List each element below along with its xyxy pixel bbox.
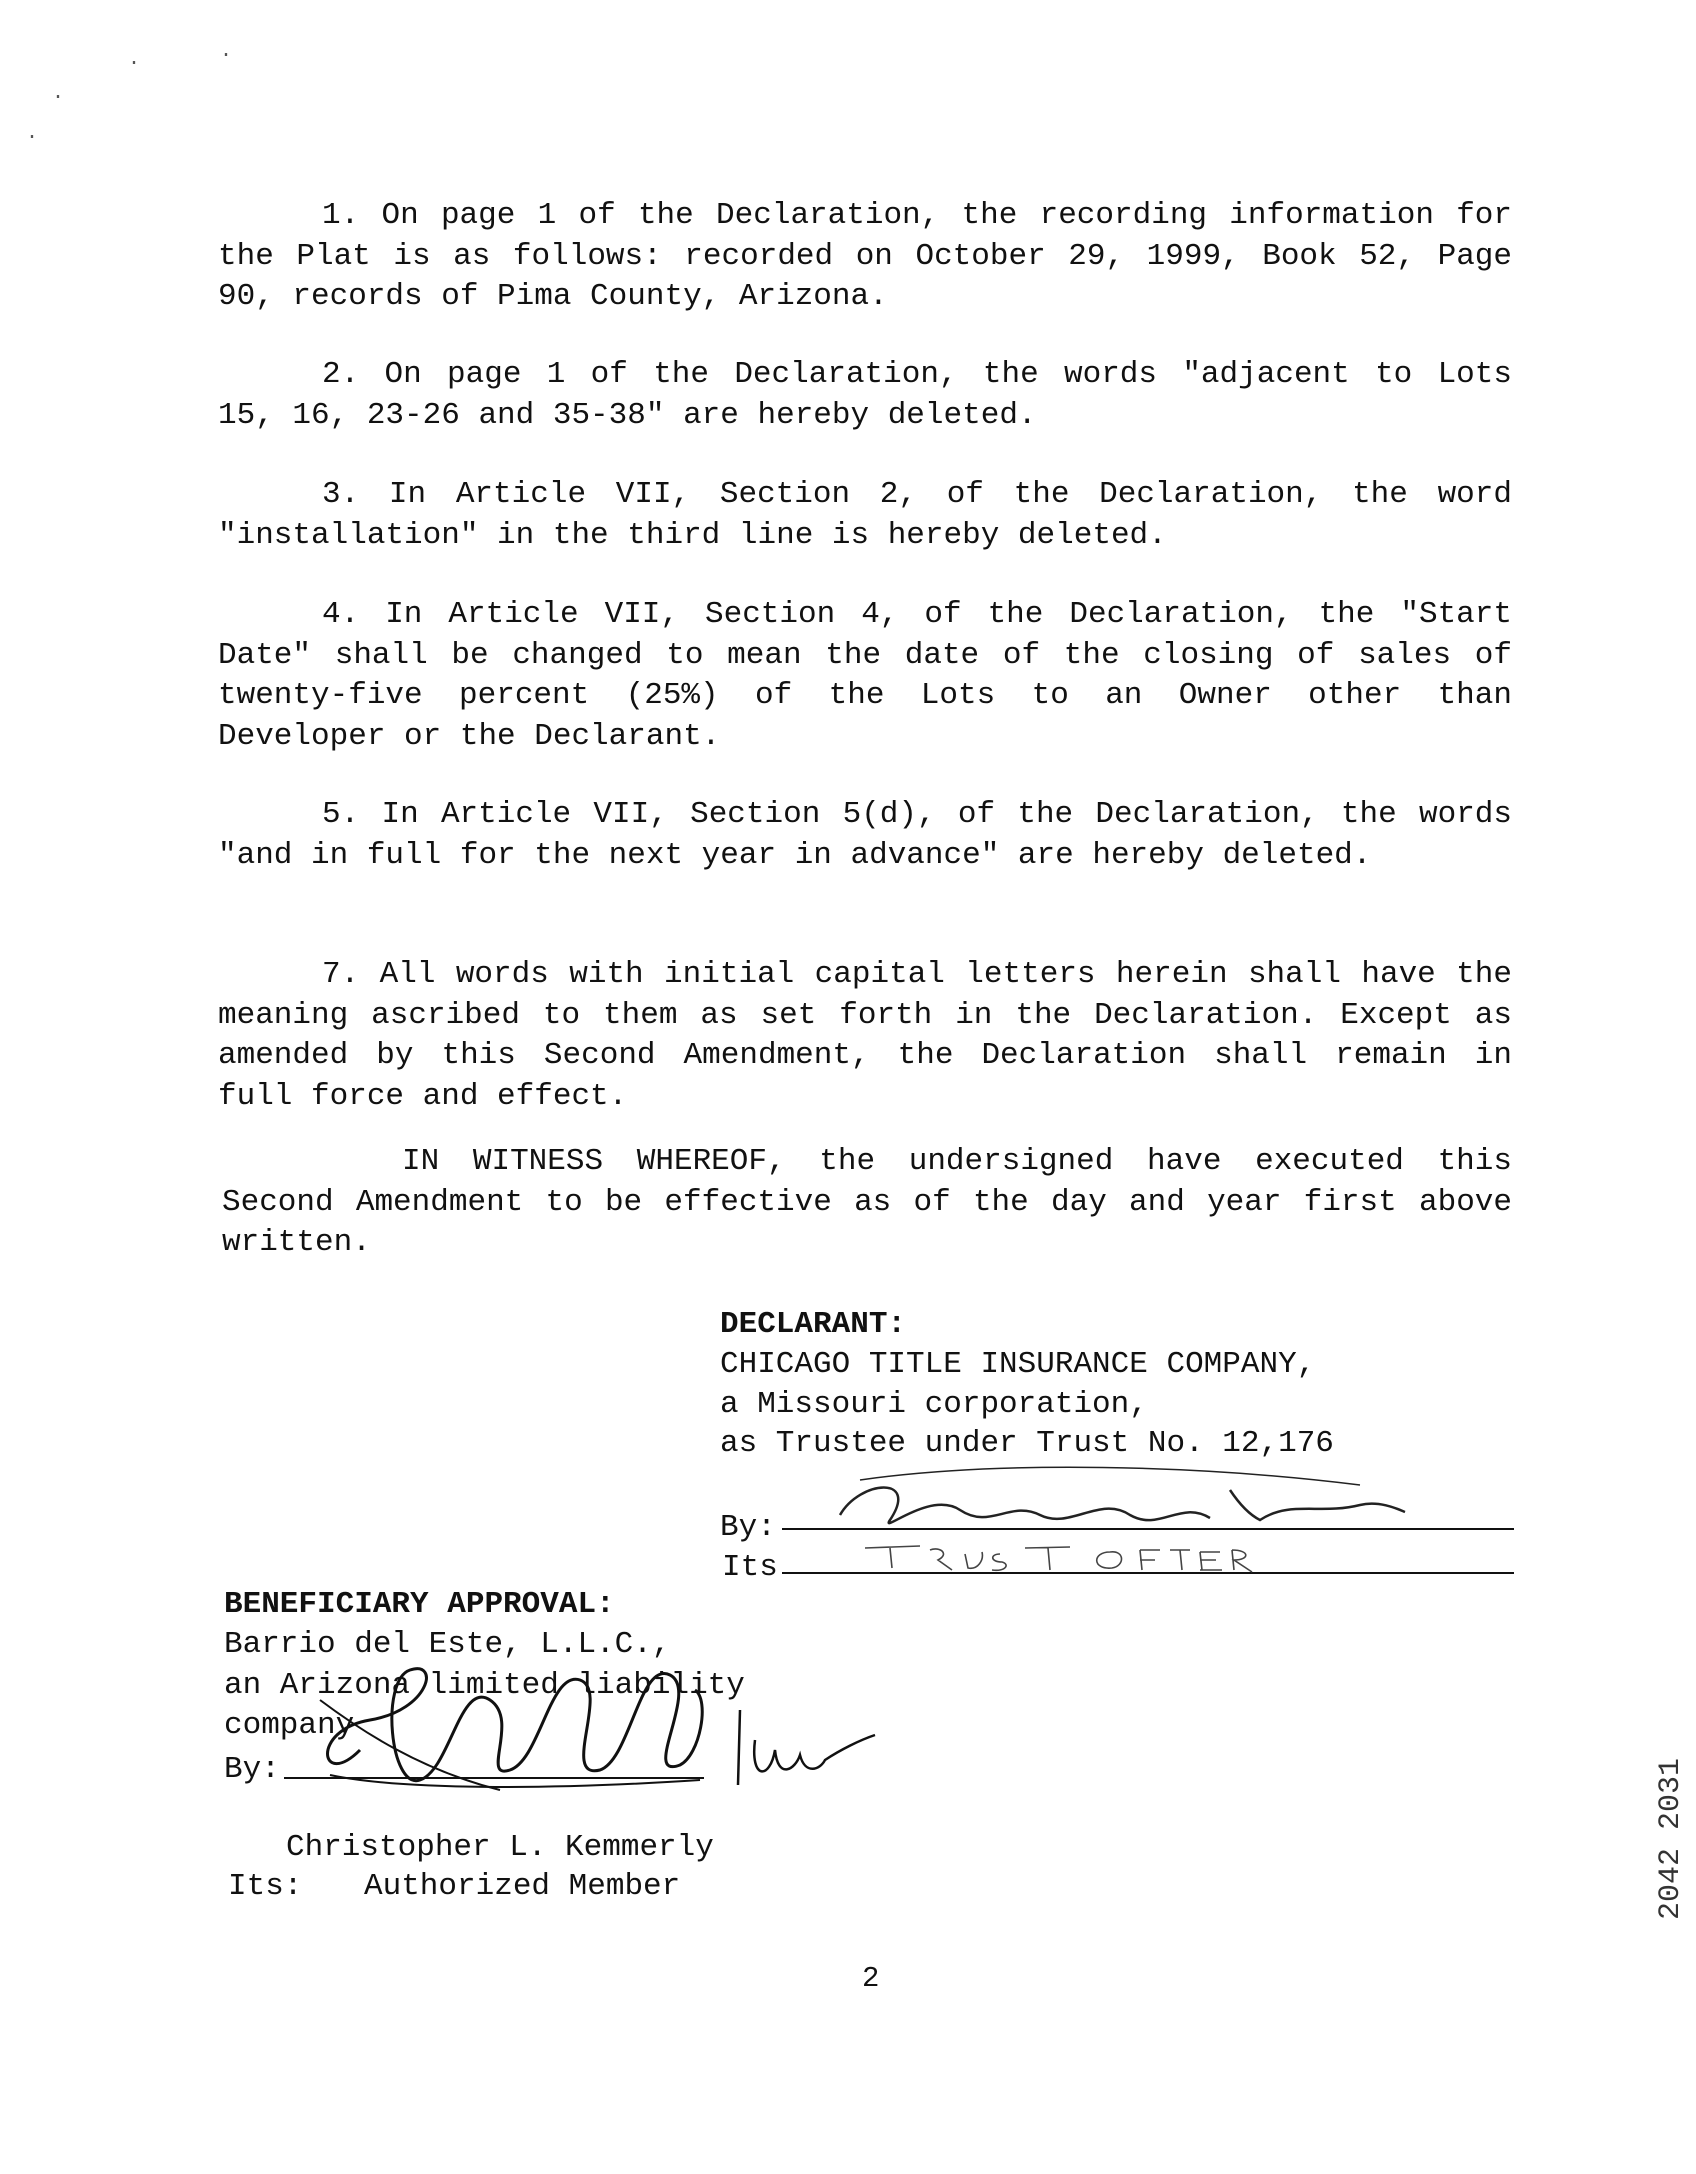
- paragraph-2: 2. On page 1 of the Declaration, the words "adjacent to Lots 15, 16, 23-26 and 35-38" are hereby deleted.: [218, 357, 1512, 433]
- beneficiary-company: company: [224, 1708, 355, 1743]
- paragraph-4: 4. In Article VII, Section 4, of the Declaration, the "Start Date" shall be changed to mean the date of the closing of sales of twenty-five percent (25%) of the Lots to an Owner other than Developer or the Declarant.: [218, 597, 1512, 754]
- beneficiary-name: Barrio del Este, L.L.C.,: [224, 1627, 671, 1662]
- scan-speck: .: [128, 48, 141, 71]
- beneficiary-its-label: Its:: [228, 1869, 303, 1904]
- declarant-company: CHICAGO TITLE INSURANCE COMPANY,: [720, 1347, 1316, 1382]
- paragraph-7: 7. All words with initial capital letters herein shall have the meaning ascribed to them as set forth in the Declaration. Except as amended by this Second Amendment, the Declaration shall remain in full force and effect.: [218, 957, 1512, 1114]
- paragraph-5: 5. In Article VII, Section 5(d), of the Declaration, the words "and in full for the next year in advance" are hereby deleted.: [218, 797, 1512, 873]
- beneficiary-its-value: Authorized Member: [364, 1869, 681, 1904]
- paragraph-3: 3. In Article VII, Section 2, of the Declaration, the word "installation" in the third line is hereby deleted.: [218, 477, 1512, 553]
- beneficiary-by-label: By:: [224, 1752, 280, 1787]
- page-number: 2: [862, 1962, 880, 1995]
- scan-speck: .: [220, 40, 233, 63]
- declarant-signature: [800, 1460, 1420, 1550]
- declarant-its-handwriting: [860, 1540, 1260, 1576]
- scan-speck: .: [26, 122, 39, 145]
- declarant-trustee: as Trustee under Trust No. 12,176: [720, 1426, 1334, 1461]
- beneficiary-type: an Arizona limited liability: [224, 1668, 745, 1703]
- beneficiary-signature: [300, 1640, 880, 1800]
- declarant-its-label: Its: [722, 1550, 778, 1585]
- declarant-by-label: By:: [720, 1510, 776, 1545]
- declarant-corporation: a Missouri corporation,: [720, 1387, 1148, 1422]
- declarant-heading: DECLARANT:: [720, 1307, 907, 1342]
- scan-speck: .: [52, 82, 65, 105]
- svg-text:2042 2031: 2042 2031: [1654, 1757, 1688, 1920]
- paragraph-1: 1. On page 1 of the Declaration, the recording information for the Plat is as follows: recorded on October 29, 1999, Book 52, Page 90, records of Pima County, Arizona.: [218, 198, 1512, 314]
- witness-clause: IN WITNESS WHEREOF, the undersigned have executed this Second Amendment to be effective as of the day and year first above written.: [222, 1144, 1512, 1260]
- beneficiary-signer-name: Christopher L. Kemmerly: [286, 1830, 714, 1865]
- margin-recording-stamp: [1650, 1570, 1690, 1930]
- beneficiary-heading: BENEFICIARY APPROVAL:: [224, 1587, 615, 1622]
